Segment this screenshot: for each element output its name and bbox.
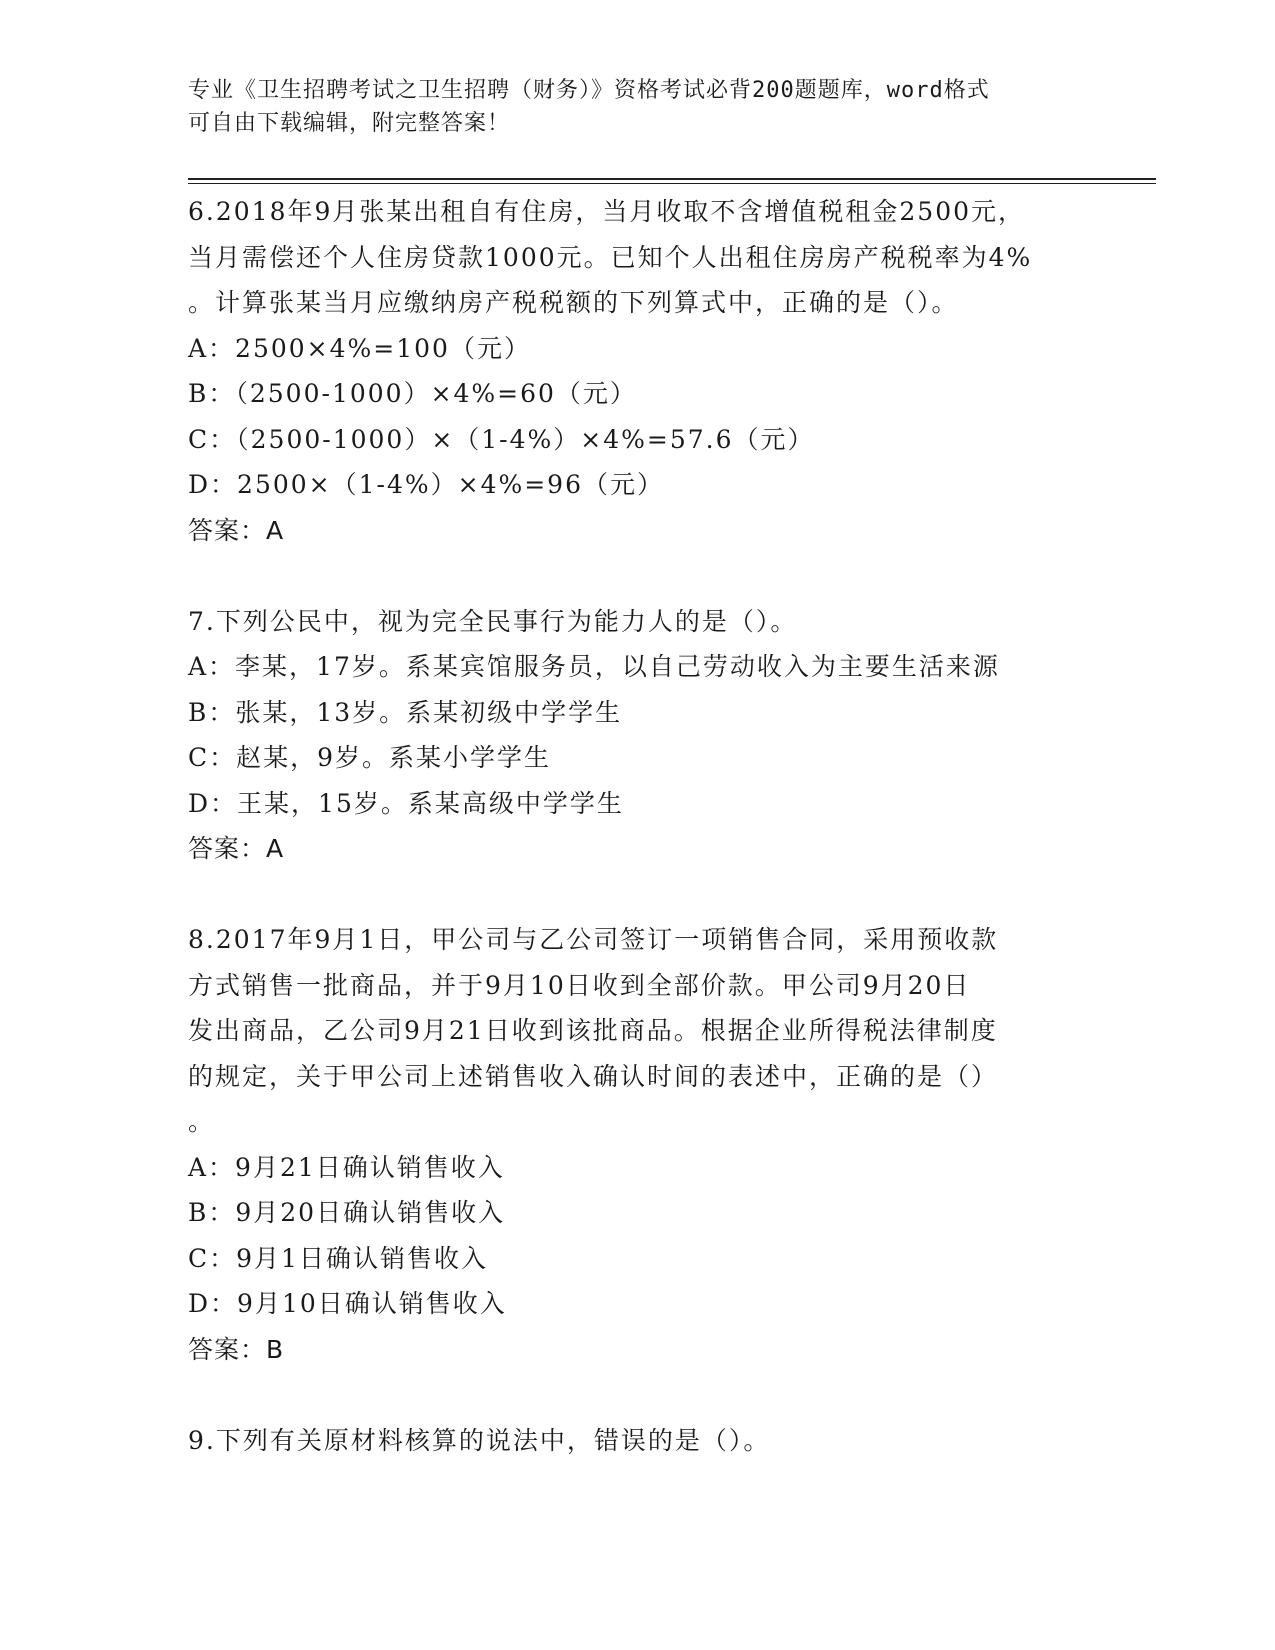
header-line-2: 可自由下载编辑，附完整答案！ — [188, 111, 511, 136]
option-c: C：赵某，9岁。系某小学学生 — [188, 743, 552, 772]
spacer — [188, 1372, 1088, 1418]
question-6 — [188, 189, 1088, 553]
question-text-line: 。计算张某当月应缴纳房产税税额的下列算式中，正确的是（）。 — [188, 288, 959, 317]
question-text-line: 8.2017年9月1日，甲公司与乙公司签订一项销售合同，采用预收款 — [188, 925, 999, 954]
answer-label: 答案：A — [188, 515, 285, 545]
option-a: A：2500×4%=100（元） — [188, 333, 531, 363]
option-c: C：（2500-1000）×（1-4%）×4%=57.6（元） — [188, 424, 815, 454]
question-9 — [188, 1418, 1088, 1464]
question-text-line: 发出商品，乙公司9月21日收到该批商品。根据企业所得税法律制度 — [188, 1016, 998, 1045]
spacer — [188, 553, 1088, 599]
answer-label: 答案：A — [188, 834, 285, 863]
question-text-line: 7.下列公民中，视为完全民事行为能力人的是（）。 — [188, 606, 798, 636]
question-text-line: 。 — [188, 1107, 216, 1136]
option-d: D：9月10日确认销售收入 — [188, 1289, 507, 1318]
header-divider — [188, 178, 1156, 184]
answer-label: 答案：B — [188, 1334, 285, 1364]
option-b: B：9月20日确认销售收入 — [188, 1198, 506, 1227]
document-header — [188, 74, 1088, 140]
question-text-line: 的规定，关于甲公司上述销售收入确认时间的表述中，正确的是（） — [188, 1061, 999, 1091]
question-text-line: 6.2018年9月张某出租自有住房，当月收取不含增值税租金2500元， — [188, 197, 1026, 226]
option-b: B：张某，13岁。系某初级中学学生 — [188, 697, 623, 727]
option-b: B：（2500-1000）×4%=60（元） — [188, 379, 637, 408]
option-a: A：李某，17岁。系某宾馆服务员，以自己劳动收入为主要生活来源 — [188, 652, 1000, 681]
question-list — [188, 189, 1088, 1463]
question-7 — [188, 599, 1088, 872]
option-d: D：2500×（1-4%）×4%=96（元） — [188, 470, 664, 499]
option-c: C：9月1日确认销售收入 — [188, 1243, 488, 1273]
question-text-line: 方式销售一批商品，并于9月10日收到全部价款。甲公司9月20日 — [188, 970, 971, 1000]
question-8 — [188, 917, 1088, 1372]
question-text-line: 当月需偿还个人住房贷款1000元。已知个人出租住房房产税税率为4% — [188, 242, 1033, 272]
option-d: D：王某，15岁。系某高级中学学生 — [188, 788, 624, 818]
header-line-1: 专业《卫生招聘考试之卫生招聘（财务）》资格考试必背200题题库，word格式 — [188, 78, 990, 103]
spacer — [188, 872, 1088, 918]
question-text-line: 9.下列有关原材料核算的说法中，错误的是（）。 — [188, 1425, 771, 1455]
option-a: A：9月21日确认销售收入 — [188, 1152, 505, 1182]
